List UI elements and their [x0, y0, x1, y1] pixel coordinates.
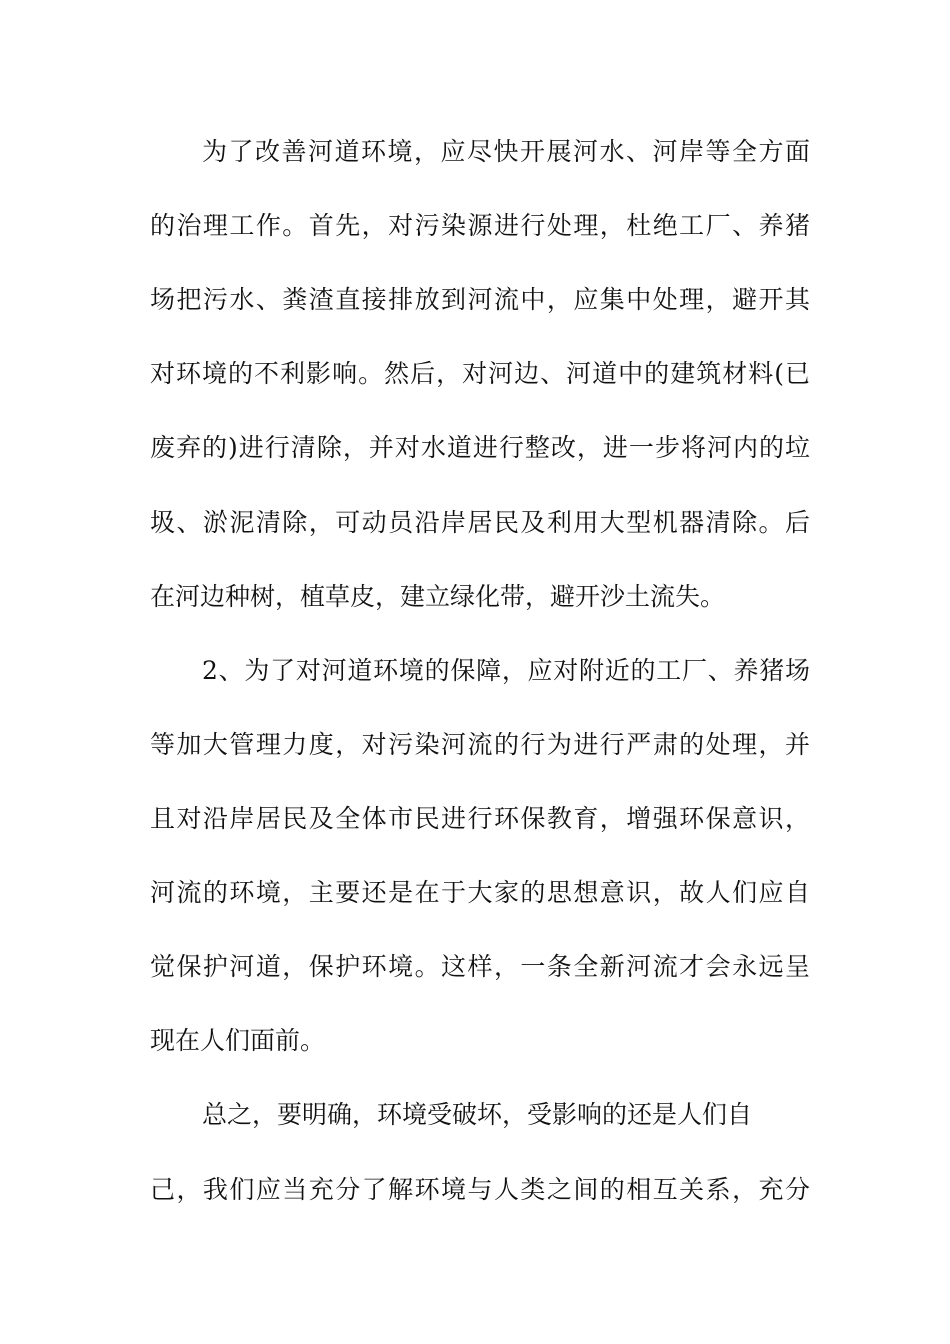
paragraph-2-line-3: 且对沿岸居民及全体市民进行环保教育，增强环保意识，	[150, 804, 810, 833]
paragraph-1-line-6: 圾、淤泥清除，可动员沿岸居民及利用大型机器清除。后	[150, 508, 810, 537]
paragraph-1-line-4: 对环境的不利影响。然后，对河边、河道中的建筑材料(已	[150, 359, 810, 388]
paragraph-2-line-6: 现在人们面前。	[150, 1026, 326, 1055]
paragraph-1-line-2: 的治理工作。首先，对污染源进行处理，杜绝工厂、养猪	[150, 211, 810, 240]
paragraph-2-line-2: 等加大管理力度，对污染河流的行为进行严肃的处理，并	[150, 730, 810, 759]
paragraph-1-line-5: 废弃的)进行清除，并对水道进行整改，进一步将河内的垃	[150, 433, 810, 462]
paragraph-2-line-1: 2、为了对河道环境的保障，应对附近的工厂、养猪场	[202, 656, 810, 685]
paragraph-3-line-2: 己，我们应当充分了解环境与人类之间的相互关系，充分	[150, 1175, 810, 1204]
paragraph-1-line-1: 为了改善河道环境，应尽快开展河水、河岸等全方面	[202, 137, 810, 166]
paragraph-2-line-5: 觉保护河道，保护环境。这样，一条全新河流才会永远呈	[150, 952, 810, 981]
paragraph-3-line-1: 总之，要明确，环境受破坏，受影响的还是人们自	[202, 1100, 753, 1129]
paragraph-1-line-7: 在河边种树，植草皮，建立绿化带，避开沙土流失。	[150, 582, 726, 611]
paragraph-2-line-4: 河流的环境，主要还是在于大家的思想意识，故人们应自	[150, 878, 810, 907]
paragraph-1-line-3: 场把污水、粪渣直接排放到河流中，应集中处理，避开其	[150, 285, 810, 314]
